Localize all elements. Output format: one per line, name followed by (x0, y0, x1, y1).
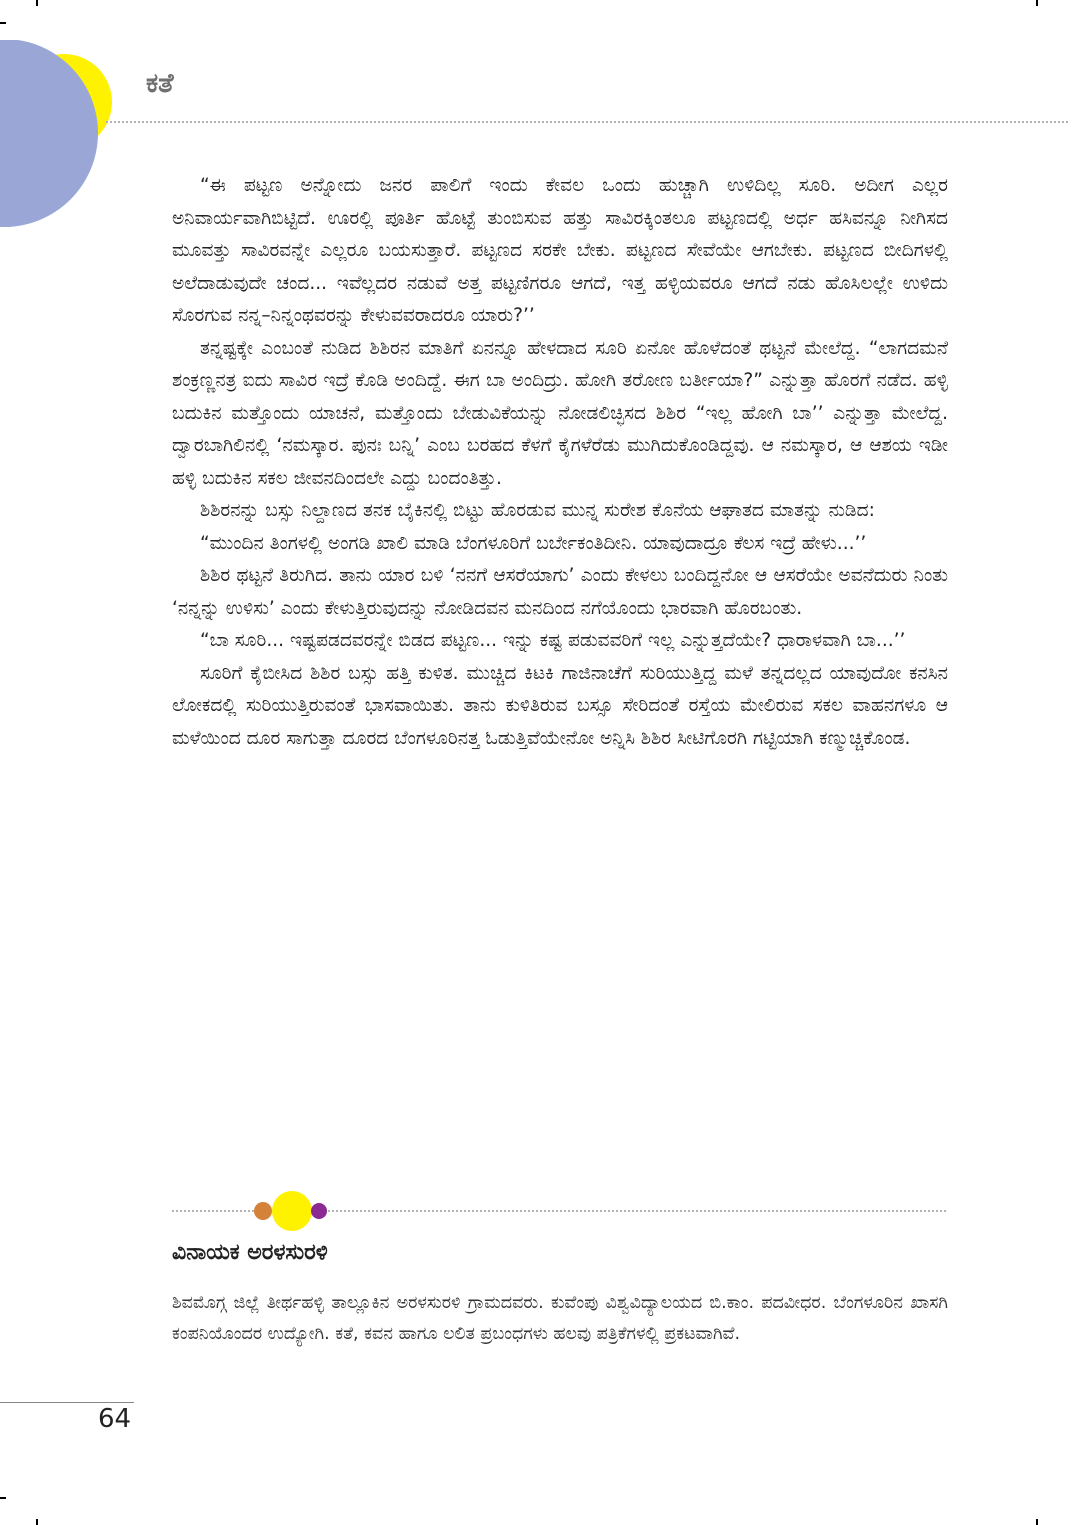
story-paragraph: ಸೂರಿಗೆ ಕೈಬೀಸಿದ ಶಿಶಿರ ಬಸ್ಸು ಹತ್ತಿ ಕುಳಿತ. ಮುಚ್ಚಿದ ಕಿಟಕಿ ಗಾಜಿನಾಚೆಗೆ ಸುರಿಯುತ್ತಿದ್ದ ಮಳೆ ತನ್ನದಲ್ಲದ ಯಾವುದೋ ಕನಸಿನ ಲೋಕದಲ್ಲಿ ಸುರಿಯುತ್ತಿರುವಂತೆ ಭಾಸವಾಯಿತು. ತಾನು ಕುಳಿತಿರುವ ಬಸ್ಸೂ ಸೇರಿದಂತೆ ರಸ್ತೆಯ ಮೇಲಿರುವ ಸಕಲ ವಾಹನಗಳೂ ಆ ಮಳೆಯಿಂದ ದೂರ ಸಾಗುತ್ತಾ ದೂರದ ಬೆಂಗಳೂರಿನತ್ತ ಓಡುತ್ತಿವೆಯೇನೋ ಅನ್ನಿಸಿ ಶಿಶಿರ ಸೀಟಿಗೊರಗಿ ಗಟ್ಟಿಯಾಗಿ ಕಣ್ಮುಚ್ಚಿಕೊಂಡ. (172, 662, 948, 749)
header-dotted-rule (106, 121, 1068, 123)
page-number: 64 (98, 1404, 132, 1434)
orange-dot (254, 1202, 272, 1220)
page-number-rule (0, 1402, 134, 1403)
crop-mark (1036, 0, 1038, 6)
story-paragraph: “ಈ ಪಟ್ಟಣ ಅನ್ನೋದು ಜನರ ಪಾಲಿಗೆ ಇಂದು ಕೇವಲ ಒಂದು ಹುಚ್ಚಾಗಿ ಉಳಿದಿಲ್ಲ ಸೂರಿ. ಅದೀಗ ಎಲ್ಲರ ಅನಿವಾರ್ಯವಾಗಿಬಿಟ್ಟಿದೆ. ಊರಲ್ಲಿ ಪೂರ್ತಿ ಹೊಟ್ಟೆ ತುಂಬಿಸುವ ಹತ್ತು ಸಾವಿರಕ್ಕಿಂತಲೂ ಪಟ್ಟಣದಲ್ಲಿ ಅರ್ಧ ಹಸಿವನ್ನೂ ನೀಗಿಸದ ಮೂವತ್ತು ಸಾವಿರವನ್ನೇ ಎಲ್ಲರೂ ಬಯಸುತ್ತಾರೆ. ಪಟ್ಟಣದ ಸರಕೇ ಬೇಕು. ಪಟ್ಟಣದ ಸೇವೆಯೇ ಆಗಬೇಕು. ಪಟ್ಟಣದ ಬೀದಿಗಳಲ್ಲಿ ಅಲೆದಾಡುವುದೇ ಚಂದ... ಇವೆಲ್ಲದರ ನಡುವೆ ಅತ್ತ ಪಟ್ಟಣಿಗರೂ ಆಗದೆ, ಇತ್ತ ಹಳ್ಳಿಯವರೂ ಆಗದೆ ನಡು ಹೊಸಿಲಲ್ಲೇ ಉಳಿದು ಸೊರಗುವ ನನ್ನ–ನಿನ್ನಂಥವರನ್ನು ಕೇಳುವವರಾದರೂ ಯಾರು?’’ (172, 175, 948, 326)
author-divider-dots (248, 1186, 338, 1236)
crop-mark (1036, 1519, 1038, 1525)
story-body (172, 170, 948, 755)
crop-mark (36, 1519, 38, 1525)
yellow-dot (272, 1191, 312, 1231)
section-label: ಕತೆ (146, 68, 174, 99)
purple-dot (311, 1203, 327, 1219)
header-decoration (0, 40, 130, 260)
author-bio: ಶಿವಮೊಗ್ಗ ಜಿಲ್ಲೆ ತೀರ್ಥಹಳ್ಳಿ ತಾಲ್ಲೂಕಿನ ಅರಳಸುರಳಿ ಗ್ರಾಮದವರು. ಕುವೆಂಪು ವಿಶ್ವವಿದ್ಯಾಲಯದ ಬಿ.ಕಾಂ. ಪದವೀಧರ. ಬೆಂಗಳೂರಿನ ಖಾಸಗಿ ಕಂಪನಿಯೊಂದರ ಉದ್ಯೋಗಿ. ಕತೆ, ಕವನ ಹಾಗೂ ಲಲಿತ ಪ್ರಬಂಧಗಳು ಹಲವು ಪತ್ರಿಕೆಗಳಲ್ಲಿ ಪ್ರಕಟವಾಗಿವೆ. (172, 1293, 948, 1344)
story-paragraph: ಶಿಶಿರ ಥಟ್ಟನೆ ತಿರುಗಿದ. ತಾನು ಯಾರ ಬಳಿ ‘ನನಗೆ ಆಸರೆಯಾಗು’ ಎಂದು ಕೇಳಲು ಬಂದಿದ್ದನೋ ಆ ಆಸರೆಯೇ ಅವನೆದುರು ನಿಂತು ‘ನನ್ನನ್ನು ಉಳಿಸು’ ಎಂದು ಕೇಳುತ್ತಿರುವುದನ್ನು ನೋಡಿದವನ ಮನದಿಂದ ನಗೆಯೊಂದು ಭಾರವಾಗಿ ಹೊರಬಂತು. (172, 565, 948, 619)
story-paragraph: ಶಿಶಿರನನ್ನು ಬಸ್ಸು ನಿಲ್ದಾಣದ ತನಕ ಬೈಕಿನಲ್ಲಿ ಬಿಟ್ಟು ಹೊರಡುವ ಮುನ್ನ ಸುರೇಶ ಕೊನೆಯ ಆಘಾತದ ಮಾತನ್ನು ನುಡಿದ: (200, 500, 875, 521)
story-paragraph: ತನ್ನಷ್ಟಕ್ಕೇ ಎಂಬಂತೆ ನುಡಿದ ಶಿಶಿರನ ಮಾತಿಗೆ ಏನನ್ನೂ ಹೇಳದಾದ ಸೂರಿ ಏನೋ ಹೊಳೆದಂತೆ ಥಟ್ಟನೆ ಮೇಲೆದ್ದ. “ಲಾಗದಮನೆ ಶಂಕ್ರಣ್ಣನತ್ರ ಐದು ಸಾವಿರ ಇದ್ರೆ ಕೊಡಿ ಅಂದಿದ್ದೆ. ಈಗ ಬಾ ಅಂದಿದ್ರು. ಹೋಗಿ ತರೋಣ ಬರ್ತೀಯಾ?” ಎನ್ನುತ್ತಾ ಹೊರಗೆ ನಡೆದ. ಹಳ್ಳಿ ಬದುಕಿನ ಮತ್ತೊಂದು ಯಾಚನೆ, ಮತ್ತೊಂದು ಬೇಡುವಿಕೆಯನ್ನು ನೋಡಲಿಚ್ಛಿಸದ ಶಿಶಿರ “ಇಲ್ಲ ಹೋಗಿ ಬಾ’’ ಎನ್ನುತ್ತಾ ಮೇಲೆದ್ದ. ದ್ವಾರಬಾಗಿಲಿನಲ್ಲಿ ‘ನಮಸ್ಕಾರ. ಪುನಃ ಬನ್ನಿ’ ಎಂಬ ಬರಹದ ಕೆಳಗೆ ಕೈಗಳೆರೆಡು ಮುಗಿದುಕೊಂಡಿದ್ದವು. ಆ ನಮಸ್ಕಾರ, ಆ ಆಶಯ ಇಡೀ ಹಳ್ಳಿ ಬದುಕಿನ ಸಕಲ ಜೀವನದಿಂದಲೇ ಎದ್ದು ಬಂದಂತಿತ್ತು. (172, 337, 948, 489)
crop-mark (36, 0, 38, 6)
crop-mark (0, 22, 6, 24)
story-paragraph: “ಮುಂದಿನ ತಿಂಗಳಲ್ಲಿ ಅಂಗಡಿ ಖಾಲಿ ಮಾಡಿ ಬೆಂಗಳೂರಿಗೆ ಬರ್ಬೇಕಂತಿದೀನಿ. ಯಾವುದಾದ್ರೂ ಕೆಲಸ ಇದ್ರೆ ಹೇಳು...’’ (200, 532, 867, 554)
crop-mark (0, 1497, 6, 1499)
story-paragraph: “ಬಾ ಸೂರಿ... ಇಷ್ಟಪಡದವರನ್ನೇ ಬಿಡದ ಪಟ್ಟಣ... ಇನ್ನು ಕಷ್ಟ ಪಡುವವರಿಗೆ ಇಲ್ಲ ಎನ್ನುತ್ತದೆಯೇ? ಧಾರಾಳವಾಗಿ ಬಾ...’’ (200, 630, 906, 651)
author-name: ವಿನಾಯಕ ಅರಳಸುರಳಿ (172, 1240, 328, 1265)
